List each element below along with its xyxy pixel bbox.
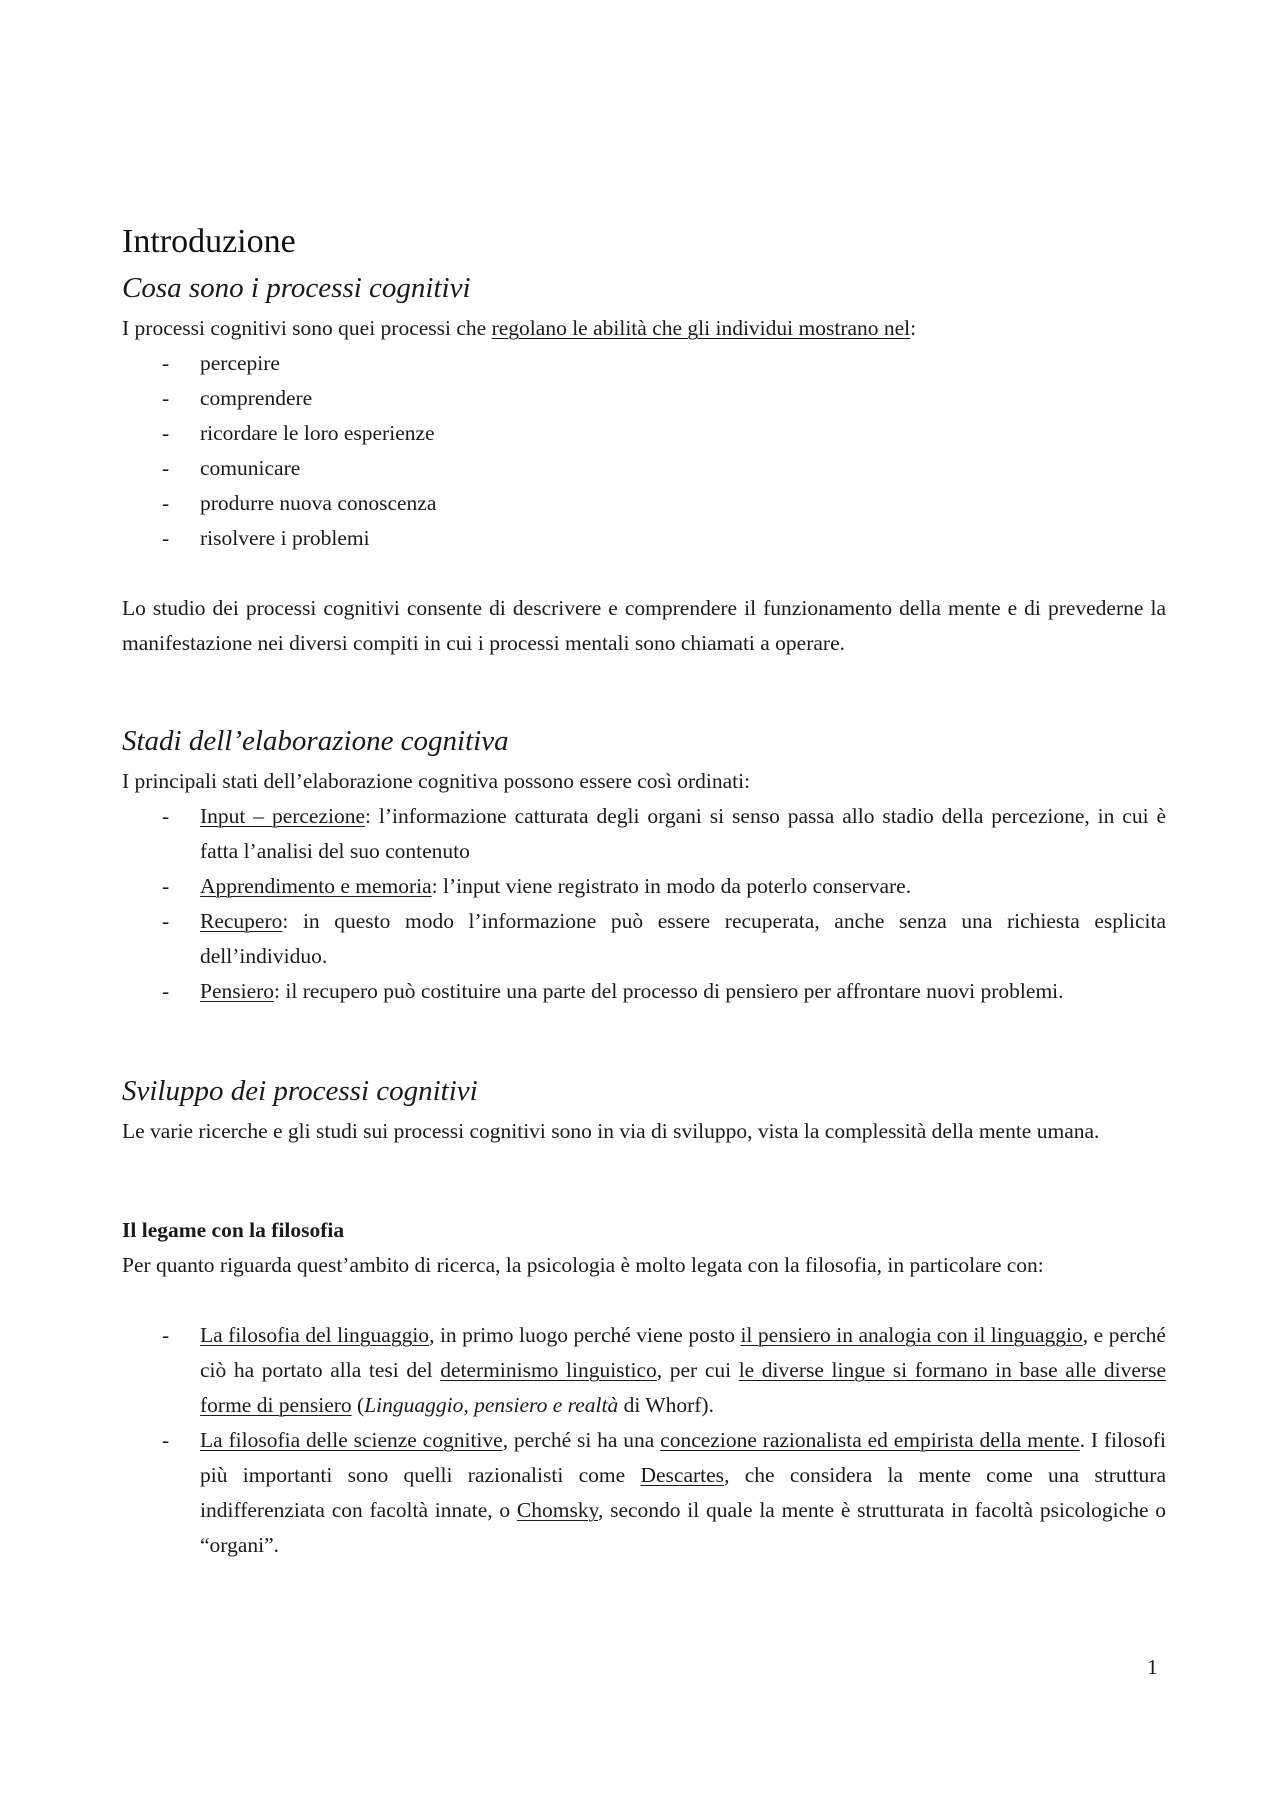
dash-marker: - xyxy=(162,1323,170,1347)
section2-intro: I principali stati dell’elaborazione cognitiva possono essere così ordinati: xyxy=(122,769,751,793)
stages-list xyxy=(122,799,1166,1009)
list-item: - Pensiero: il recupero può costituire una parte del processo di pensiero per affrontare nuovi problemi. xyxy=(122,974,1166,1009)
stage-term: Pensiero xyxy=(200,979,275,1003)
list-item: - produrre nuova conoscenza xyxy=(122,486,1166,521)
section-heading-cosa-sono: Cosa sono i processi cognitivi xyxy=(122,272,471,304)
section1-intro xyxy=(122,311,1166,346)
page-number: 1 xyxy=(1147,1655,1158,1679)
stage-term: Apprendimento e memoria xyxy=(200,874,432,898)
subheading-filosofia: Il legame con la filosofia xyxy=(122,1218,345,1242)
dash-marker: - xyxy=(162,874,170,898)
philosophy-list xyxy=(122,1318,1166,1563)
section3-paragraph: Le varie ricerche e gli studi sui processi cognitivi sono in via di sviluppo, vista la complessità della mente umana. xyxy=(122,1119,1100,1143)
list-item: - Input – percezione: l’informazione catturata degli organi si senso passa allo stadio della percezione, in cui è fatta l’analisi del suo contenuto xyxy=(122,799,1166,869)
dash-marker: - xyxy=(162,456,170,480)
list-item: - Apprendimento e memoria: l’input viene registrato in modo da poterlo conservare. xyxy=(122,869,1166,904)
list-item: - risolvere i problemi xyxy=(122,521,1166,556)
dash-marker: - xyxy=(162,979,170,1003)
intro-underlined-text: regolano le abilità che gli individui mostrano nel xyxy=(491,316,911,340)
dash-marker: - xyxy=(162,351,170,375)
list-item: - La filosofia del linguaggio, in primo luogo perché viene posto il pensiero in analogia con il linguaggio, e perché ciò ha portato alla tesi del determinismo linguistico, per cui le diverse lingue si formano in base alle diverse forme di pensiero (Linguaggio, pensiero e realtà di Whorf). xyxy=(122,1318,1166,1423)
section1-paragraph: Lo studio dei processi cognitivi consente di descrivere e comprendere il funzionamento della mente e di prevederne la manifestazione nei diversi compiti in cui i processi mentali sono chiamati a operare. xyxy=(122,596,1166,655)
intro-text: I processi cognitivi sono quei processi che xyxy=(122,316,492,340)
list-item: - La filosofia delle scienze cognitive, perché si ha una concezione razionalista ed empirista della mente. I filosofi più importanti sono quelli razionalisti come Descartes, che considera la mente come una struttura indifferenziata con facoltà innate, o Chomsky, secondo il quale la mente è strutturata in facoltà psicologiche o “organi”. xyxy=(122,1423,1166,1563)
abilities-list xyxy=(122,346,1166,556)
stage-term: Input – percezione xyxy=(200,804,366,828)
dash-marker: - xyxy=(162,386,170,410)
dash-marker: - xyxy=(162,421,170,445)
section3-subparagraph: Per quanto riguarda quest’ambito di ricerca, la psicologia è molto legata con la filosofia, in particolare con: xyxy=(122,1253,1044,1277)
dash-marker: - xyxy=(162,491,170,515)
intro-colon: : xyxy=(910,316,917,340)
list-item: - comprendere xyxy=(122,381,1166,416)
dash-marker: - xyxy=(162,526,170,550)
main-heading: Introduzione xyxy=(122,223,296,260)
section-heading-stadi: Stadi dell’elaborazione cognitiva xyxy=(122,725,509,757)
section-heading-sviluppo: Sviluppo dei processi cognitivi xyxy=(122,1075,478,1107)
dash-marker: - xyxy=(162,804,170,828)
list-item: - ricordare le loro esperienze xyxy=(122,416,1166,451)
stage-term: Recupero xyxy=(200,909,283,933)
list-item: - percepire xyxy=(122,346,1166,381)
dash-marker: - xyxy=(162,909,170,933)
dash-marker: - xyxy=(162,1428,170,1452)
list-item: - Recupero: in questo modo l’informazione può essere recuperata, anche senza una richiesta esplicita dell’individuo. xyxy=(122,904,1166,974)
list-item: - comunicare xyxy=(122,451,1166,486)
